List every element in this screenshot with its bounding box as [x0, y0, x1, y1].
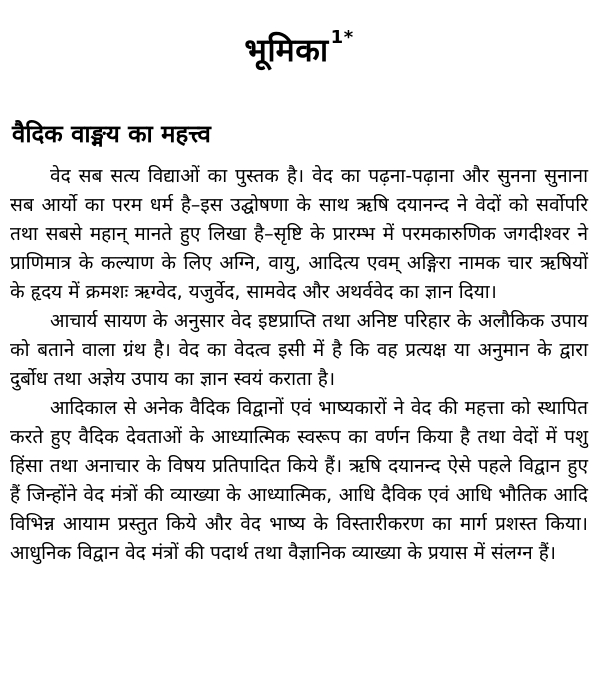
paragraph-1: वेद सब सत्य विद्याओं का पुस्तक है। वेद का पढ़ना-पढ़ाना और सुनना सुनाना सब आर्यो का परम धर्म है–इस उद्घोषणा के साथ ऋषि दयानन्द ने वेदों को सर्वोपरि तथा सबसे महान् मानते हुए लिखा है–सृष्टि के प्रारम्भ में परमकारुणिक जगदीश्वर ने प्राणिमात्र के कल्याण के लिए अग्नि, वायु, आदित्य एवम् अङ्गिरा नामक चार ऋषियों के हृदय में क्रमशः ऋग्वेद, यजुर्वेद, सामवेद और अथर्ववेद का ज्ञान दिया।: [10, 165, 588, 303]
footnote-marker: 1*: [330, 27, 354, 49]
section-heading: वैदिक वाङ्मय का महत्त्व: [12, 120, 211, 148]
title-block: [10, 28, 588, 84]
page-title: [244, 27, 354, 69]
paragraph-2: आचार्य सायण के अनुसार वेद इष्टप्राप्ति तथा अनिष्ट परिहार के अलौकिक उपाय को बताने वाला ग्रंथ है। वेद का वेदत्व इसी में है कि वह प्रत्यक्ष या अनुमान के द्वारा दुर्बोध तथा अज्ञेय उपाय का ज्ञान स्वयं कराता है।: [10, 310, 588, 390]
body-text: [10, 162, 588, 568]
page-title-text: भूमिका: [244, 31, 329, 69]
paragraph-3: आदिकाल से अनेक वैदिक विद्वानों एवं भाष्यकारों ने वेद की महत्ता को स्थापित करते हुए वैदिक देवताओं के आध्यात्मिक स्वरूप का वर्णन किया है तथा वेदों में पशु हिंसा तथा अनाचार के विषय प्रतिपादित किये हैं। ऋषि दयानन्द ऐसे पहले विद्वान हुए हैं जिन्होंने वेद मंत्रों की व्याख्या के आध्यात्मिक, आधि दैविक एवं आधि भौतिक आदि विभिन्न आयाम प्रस्तुत किये और वेद भाष्य के विस्तारीकरण का मार्ग प्रशस्त किया। आधुनिक विद्वान वेद मंत्रों की पदार्थ तथा वैज्ञानिक व्याख्या के प्रयास में संलग्न हैं।: [10, 397, 588, 564]
